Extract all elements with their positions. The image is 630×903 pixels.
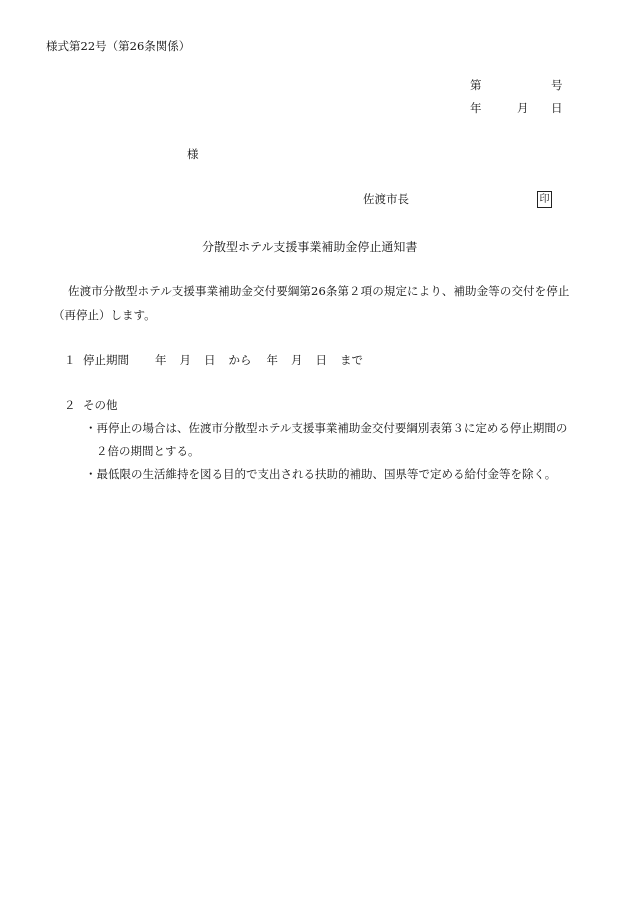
item-2-label: その他 [83,398,118,412]
date-month: 月 [517,101,529,115]
period-end-day: 日 [315,353,327,367]
item-1-label: 停止期間 [83,353,129,367]
document-title: 分散型ホテル支援事業補助金停止通知書 [202,240,418,254]
seal-box: 印 [537,191,552,208]
period-start-day: 日 [204,353,216,367]
document-number-suffix: 号 [551,78,563,92]
period-until: まで [340,353,363,367]
item-1-number: １ [64,353,76,367]
period-end-year: 年 [266,353,278,367]
period-start-year: 年 [155,353,167,367]
form-number: 様式第22号（第26条関係） [46,39,191,53]
body-text-line-1: 佐渡市分散型ホテル支援事業補助金交付要綱第26条第２項の規定により、補助金等の交付を停止 [68,284,570,298]
document-number-prefix: 第 [470,78,482,92]
note-2: ・最低限の生活維持を図る目的で支出される扶助的補助、国県等で定める給付金等を除く。 [85,467,557,481]
period-end-month: 月 [291,353,303,367]
body-text-line-2: （再停止）します。 [53,308,156,322]
period-start-month: 月 [179,353,191,367]
issuer-name: 佐渡市長 [363,192,409,206]
note-1-line-2: ２倍の期間とする。 [96,444,200,458]
date-day: 日 [551,101,563,115]
item-2-number: ２ [64,398,76,412]
date-year: 年 [470,101,482,115]
recipient-honorific: 様 [187,147,199,161]
suspension-period [155,355,363,367]
period-from: から [228,353,252,367]
note-1-line-1: ・再停止の場合は、佐渡市分散型ホテル支援事業補助金交付要綱別表第３に定める停止期間の [85,421,568,435]
